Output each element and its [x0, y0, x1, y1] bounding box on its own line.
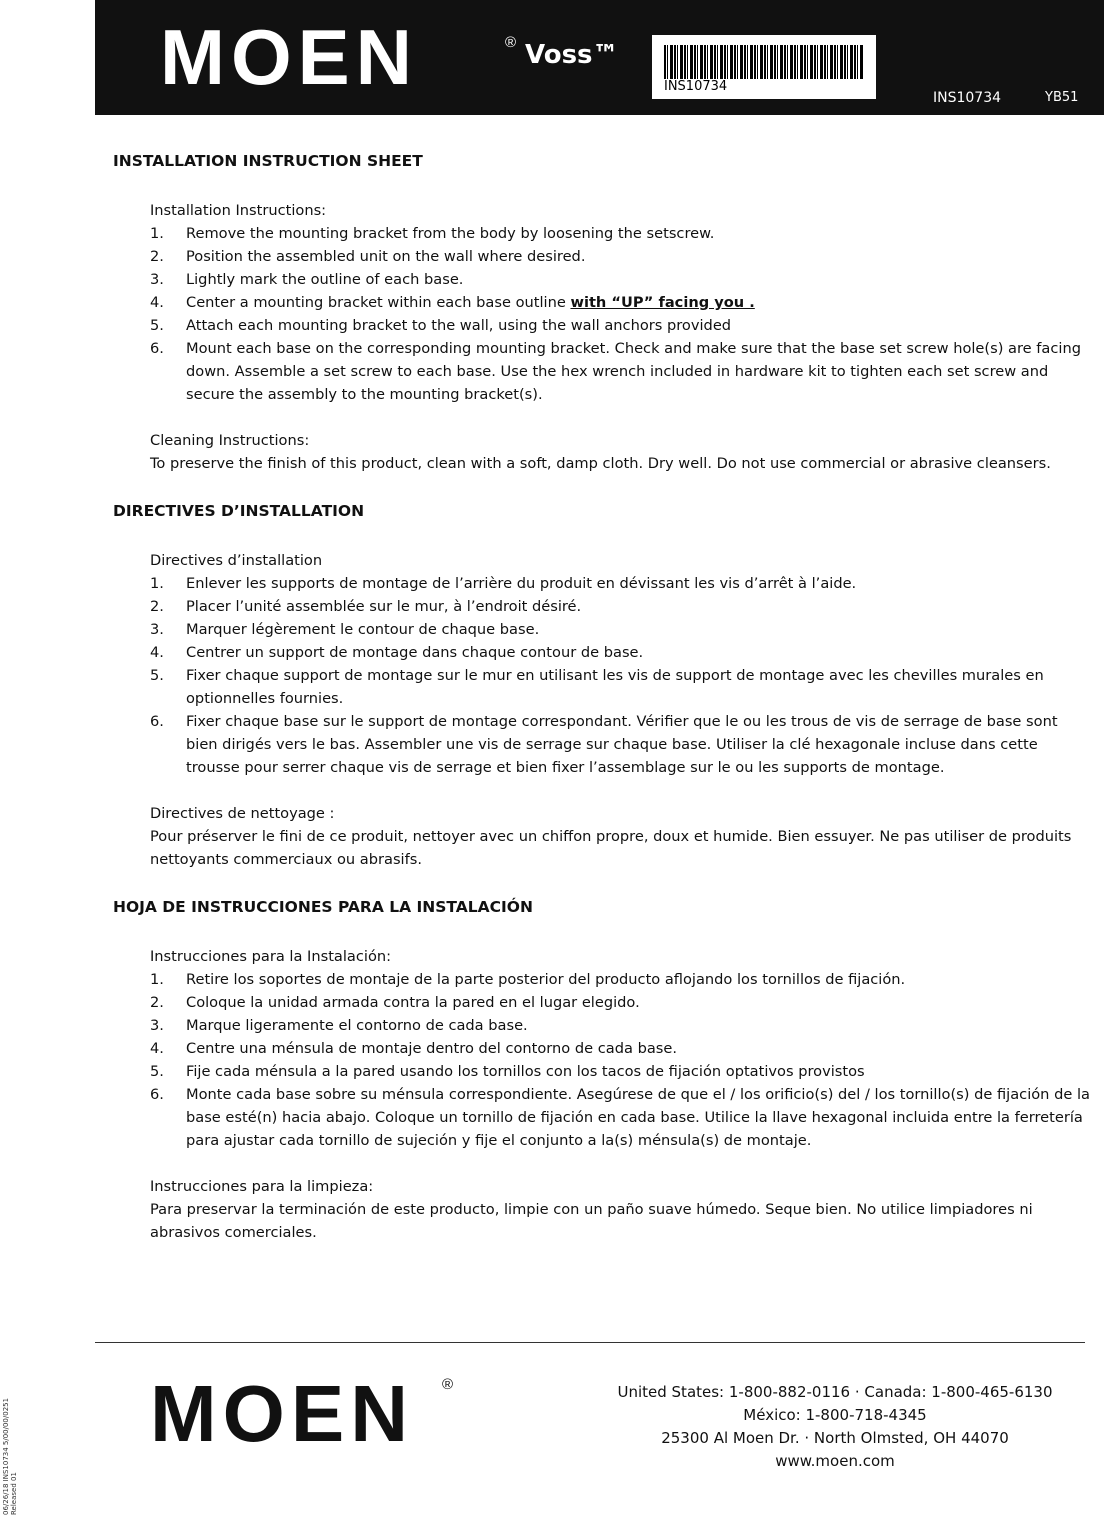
section-heading: DIRECTIVES D’INSTALLATION [113, 502, 365, 520]
header-bar [95, 0, 1104, 115]
list-item [150, 1037, 1093, 1060]
list-item [150, 710, 1093, 779]
side-note-line: Released 01 [10, 1472, 18, 1515]
cleaning-title: Directives de nettoyage : [150, 805, 335, 822]
item-text: Centrer un support de montage dans chaque contour de base. [186, 644, 644, 661]
item-number: 2. [150, 598, 164, 615]
instructions-intro: Installation Instructions: [150, 202, 327, 219]
item-number: 1. [150, 225, 164, 242]
section [113, 150, 1093, 475]
doc-number: INS10734 [933, 90, 1002, 106]
side-note-line: 06/26/18 INS10734 5/00/00/0251 [2, 1397, 10, 1515]
list-item [150, 1060, 1093, 1083]
item-text: Fixer chaque base sur le support de montage correspondant. Vérifier que le ou les trous de vis de serrage de base sont bien dirigés vers le bas. Assembler une vis de serrage sur chaque base. Utiliser la clé hexagonale incluse dans cette trousse pour serrer chaque vis de serrage et bien fixer l’assemblage sur le ou les supports de montage. [186, 713, 1058, 776]
logo-text: MOEN [150, 1369, 414, 1458]
item-text: Remove the mounting bracket from the body by loosening the setscrew. [186, 225, 715, 242]
instructions-intro: Instrucciones para la Instalación: [150, 948, 392, 965]
section-heading: HOJA DE INSTRUCCIONES PARA LA INSTALACIÓN [113, 898, 533, 916]
item-text: Center a mounting bracket within each base outline [186, 294, 571, 311]
list-item [150, 1083, 1093, 1152]
item-number: 3. [150, 271, 164, 288]
item-text: Fixer chaque support de montage sur le mur en utilisant les vis de support de montage avec les chevilles murales en optionnelles fournies. [186, 667, 1044, 707]
registered-mark: ® [442, 1376, 454, 1393]
item-text: Position the assembled unit on the wall where desired. [186, 248, 586, 265]
section-heading: INSTALLATION INSTRUCTION SHEET [113, 152, 423, 170]
contact-info [590, 1381, 1080, 1473]
item-text: Marquer légèrement le contour de chaque base. [186, 621, 540, 638]
item-text: Retire los soportes de montaje de la parte posterior del producto aflojando los tornillos de fijación. [186, 971, 906, 988]
item-text: Attach each mounting bracket to the wall, using the wall anchors provided [186, 317, 732, 334]
item-number: 5. [150, 667, 164, 684]
item-number: 6. [150, 713, 164, 730]
item-text: Marque ligeramente el contorno de cada base. [186, 1017, 528, 1034]
item-number: 3. [150, 1017, 164, 1034]
item-number: 4. [150, 644, 164, 661]
list-item [150, 314, 1093, 337]
barcode-bars [664, 45, 864, 79]
item-text: Fije cada ménsula a la pared usando los tornillos con los tacos de fijación optativos provistos [186, 1063, 865, 1080]
website-link[interactable]: www.moen.com [775, 1452, 895, 1470]
item-number: 1. [150, 971, 164, 988]
phone-mexico: México: 1-800-718-4345 [743, 1406, 927, 1424]
list-item [150, 664, 1093, 710]
section [113, 896, 1093, 1244]
spacer [150, 406, 1093, 429]
spacer [150, 1152, 1093, 1175]
moen-logo [160, 12, 517, 103]
list-item [150, 968, 1093, 991]
item-number: 1. [150, 575, 164, 592]
cleaning-text: Pour préserver le fini de ce produit, nettoyer avec un chiffon propre, doux et humide. Bien essuyer. Ne pas utiliser de produits nettoyants commerciaux ou abrasifs. [150, 828, 1072, 868]
instruction-list [150, 968, 1093, 1152]
address: 25300 Al Moen Dr. · North Olmsted, OH 44070 [661, 1429, 1009, 1447]
item-number: 6. [150, 340, 164, 357]
section-body [113, 199, 1093, 475]
list-item [150, 991, 1093, 1014]
registered-mark: ® [505, 34, 517, 51]
item-text: Placer l’unité assemblée sur le mur, à l’endroit désiré. [186, 598, 582, 615]
list-item [150, 641, 1093, 664]
item-number: 3. [150, 621, 164, 638]
section-body [113, 549, 1093, 871]
cleaning-text: To preserve the finish of this product, clean with a soft, damp cloth. Dry well. Do not use commercial or abrasive cleansers. [150, 455, 1051, 472]
item-text: Monte cada base sobre su ménsula correspondiente. Asegúrese de que el / los orificio(s) del / los tornillo(s) de fijación de la base esté(n) hacia abajo. Coloque un tornillo de fijación en cada base. Utilice la llave hexagonal incluida entre la ferretería para ajustar cada tornillo de sujeción y fije el conjunto a la(s) ménsula(s) de montaje. [186, 1086, 1090, 1149]
item-number: 2. [150, 994, 164, 1011]
footer-divider [95, 1342, 1085, 1343]
instructions-intro: Directives d’installation [150, 552, 323, 569]
list-item [150, 222, 1093, 245]
item-text: Centre una ménsula de montaje dentro del contorno de cada base. [186, 1040, 677, 1057]
section [113, 500, 1093, 871]
list-item [150, 291, 1093, 314]
logo-text: MOEN [160, 13, 418, 101]
barcode [652, 35, 876, 99]
spacer [150, 779, 1093, 802]
item-number: 5. [150, 317, 164, 334]
product-name: Voss™ [525, 40, 619, 70]
item-text: Mount each base on the corresponding mounting bracket. Check and make sure that the base set screw hole(s) are facing down. Assemble a set screw to each base. Use the hex wrench included in hardware kit to tighten each set screw and secure the assembly to the mounting bracket(s). [186, 340, 1081, 403]
item-text: Lightly mark the outline of each base. [186, 271, 464, 288]
list-item [150, 572, 1093, 595]
list-item [150, 337, 1093, 406]
list-item [150, 618, 1093, 641]
cleaning-title: Cleaning Instructions: [150, 432, 310, 449]
barcode-text: INS10734 [664, 79, 728, 94]
cleaning-title: Instrucciones para la limpieza: [150, 1178, 374, 1195]
list-item [150, 268, 1093, 291]
list-item [150, 245, 1093, 268]
item-number: 4. [150, 1040, 164, 1057]
list-item [150, 1014, 1093, 1037]
phone-us-canada: United States: 1-800-882-0116 · Canada: 1-800-465-6130 [617, 1383, 1053, 1401]
item-number: 5. [150, 1063, 164, 1080]
instruction-list [150, 572, 1093, 779]
cleaning-text: Para preservar la terminación de este producto, limpie con un paño suave húmedo. Seque bien. No utilice limpiadores ni abrasivos comerciales. [150, 1201, 1033, 1241]
content [113, 150, 1093, 1269]
item-emphasis: with “UP” facing you . [570, 294, 755, 311]
instruction-list [150, 222, 1093, 406]
item-text: Enlever les supports de montage de l’arrière du produit en dévissant les vis d’arrêt à l’aide. [186, 575, 857, 592]
side-note [2, 1398, 18, 1515]
footer-moen-logo [150, 1368, 454, 1460]
section-body [113, 945, 1093, 1244]
item-text: Coloque la unidad armada contra la pared en el lugar elegido. [186, 994, 640, 1011]
item-number: 4. [150, 294, 164, 311]
item-number: 6. [150, 1086, 164, 1103]
item-number: 2. [150, 248, 164, 265]
doc-code: YB51 [1045, 90, 1079, 105]
list-item [150, 595, 1093, 618]
